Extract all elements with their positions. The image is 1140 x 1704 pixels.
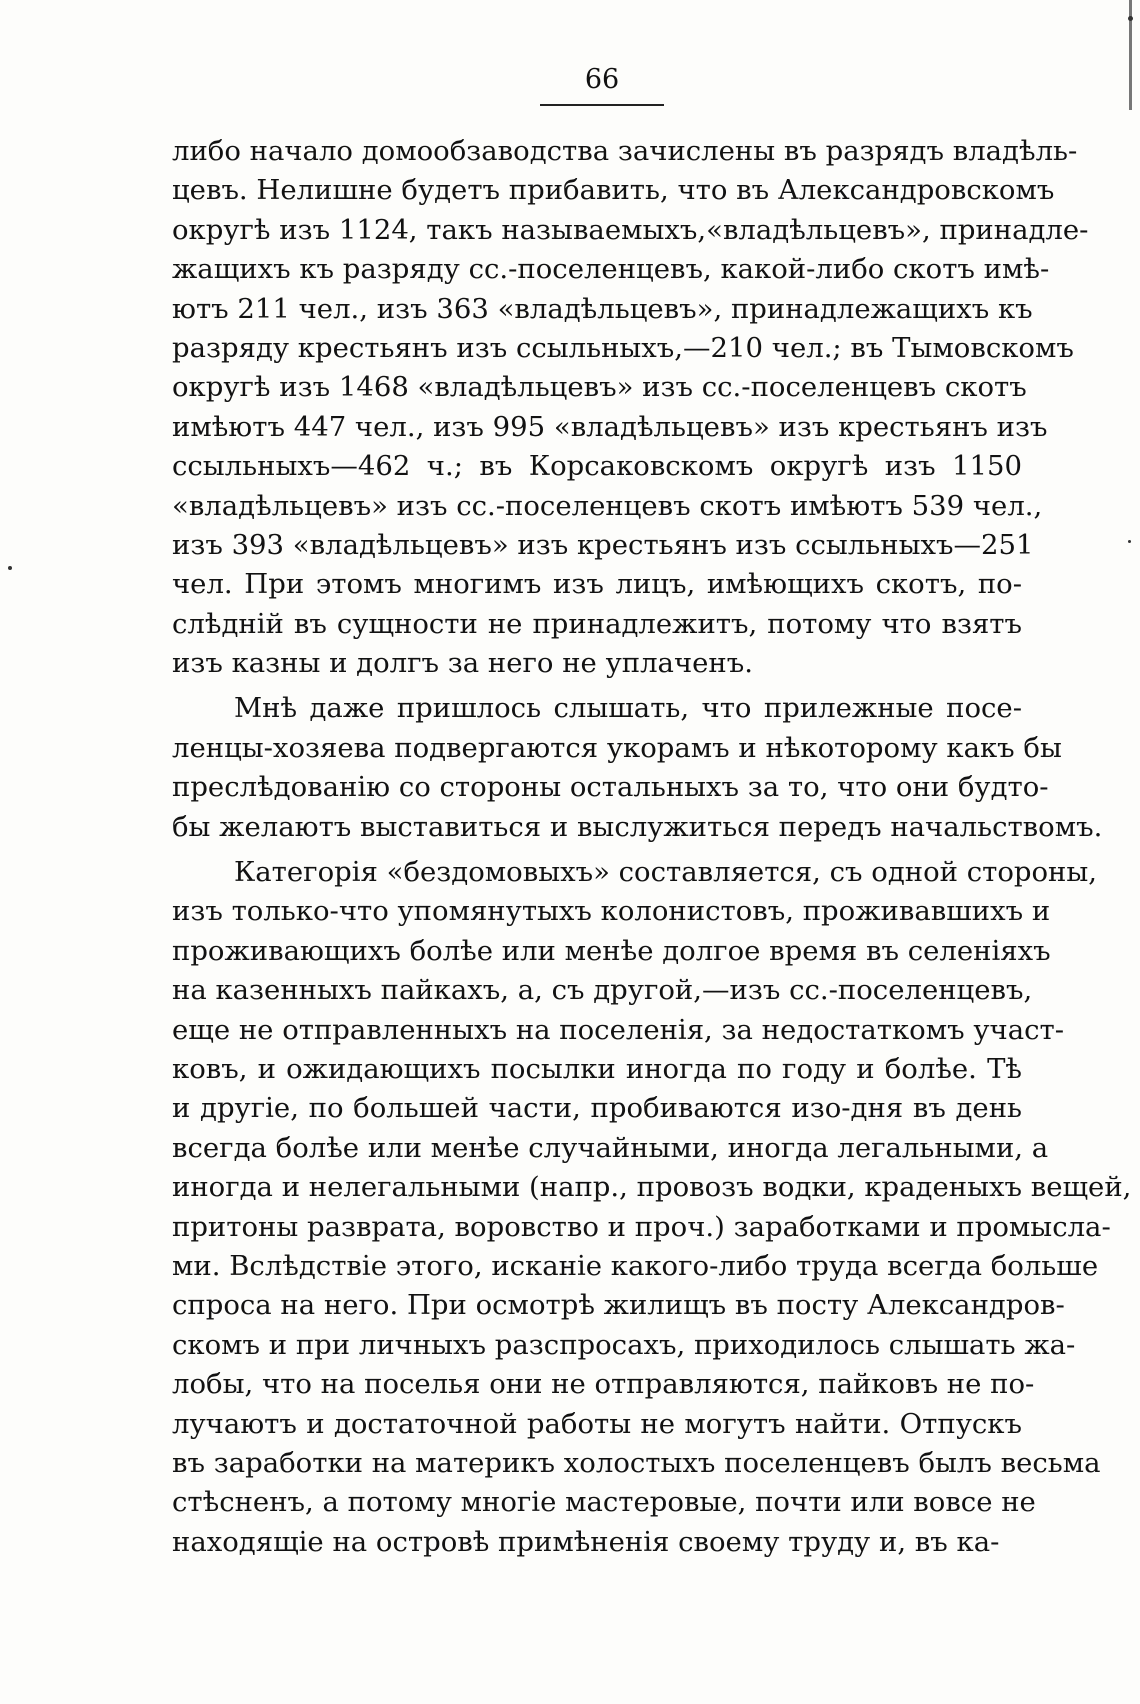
text-line: лобы, что на поселья они не отправляются, пайковъ не по- bbox=[172, 1368, 1035, 1401]
text-line: на казенныхъ пайкахъ, а, съ другой,—изъ сс.-поселенцевъ, bbox=[172, 974, 1033, 1007]
text-line: всегда болѣе или менѣе случайными, иногда легальными, а bbox=[172, 1131, 1049, 1164]
text-line: находящіе на островѣ примѣненія своему труду и, въ ка- bbox=[172, 1525, 1000, 1558]
text-line: спроса на него. При осмотрѣ жилищъ въ посту Александров- bbox=[172, 1289, 1065, 1322]
text-line: ютъ 211 чел., изъ 363 «владѣльцевъ», принадлежащихъ къ bbox=[172, 292, 1033, 325]
body-text bbox=[172, 132, 1132, 1562]
text-line: притоны разврата, воровство и проч.) заработками и промысла- bbox=[172, 1210, 1111, 1243]
text-line: разряду крестьянъ изъ ссыльныхъ,—210 чел.; въ Тымовскомъ bbox=[172, 331, 1074, 364]
text-line: ленцы-хозяева подвергаются укорамъ и нѣкоторому какъ бы bbox=[172, 731, 1062, 764]
text-line: проживающихъ болѣе или менѣе долгое время въ селеніяхъ bbox=[172, 934, 1051, 967]
text-line: бы желаютъ выставиться и выслужиться передъ начальствомъ. bbox=[172, 810, 1103, 843]
text-line: изъ 393 «владѣльцевъ» изъ крестьянъ изъ ссыльныхъ—251 bbox=[172, 528, 1034, 561]
text-line: жащихъ къ разряду сс.-поселенцевъ, какой-либо скотъ имѣ- bbox=[172, 253, 1050, 286]
ink-speck bbox=[8, 566, 12, 570]
text-line: еще не отправленныхъ на поселенія, за недостаткомъ участ- bbox=[172, 1013, 1065, 1046]
text-line: преслѣдованію со стороны остальныхъ за то, что они будто- bbox=[172, 771, 1049, 804]
text-line: скомъ и при личныхъ разспросахъ, приходилось слышать жа- bbox=[172, 1328, 1076, 1361]
text-line: лучаютъ и достаточной работы не могутъ найти. Отпускъ bbox=[172, 1407, 1022, 1440]
ink-speck bbox=[1128, 16, 1133, 21]
text-line: ссыльныхъ—462 ч.; въ Корсаковскомъ округѣ изъ 1150 bbox=[172, 450, 1022, 483]
text-line: и другіе, по большей части, пробиваются изо-дня въ день bbox=[172, 1092, 1022, 1125]
ink-speck bbox=[1128, 540, 1131, 543]
text-line: цевъ. Нелишне будетъ прибавить, что въ Александровскомъ bbox=[172, 174, 1055, 207]
text-line: стѣсненъ, а потому многіе мастеровые, почти или вовсе не bbox=[172, 1486, 1036, 1519]
page-number-rule bbox=[540, 104, 664, 106]
text-line: «владѣльцевъ» изъ сс.-поселенцевъ скотъ имѣютъ 539 чел., bbox=[172, 489, 1043, 522]
page-number: 66 bbox=[584, 64, 620, 95]
text-line: округѣ изъ 1468 «владѣльцевъ» изъ сс.-поселенцевъ скотъ bbox=[172, 371, 1027, 404]
paragraph bbox=[172, 689, 1103, 847]
text-line: имѣютъ 447 чел., изъ 995 «владѣльцевъ» изъ крестьянъ изъ bbox=[172, 410, 1048, 443]
text-line: либо начало домообзаводства зачислены въ разрядъ владѣль- bbox=[172, 135, 1078, 167]
text-line: ковъ, и ожидающихъ посылки иногда по году и болѣе. Тѣ bbox=[172, 1052, 1022, 1085]
text-line: слѣдній въ сущности не принадлежитъ, потому что взятъ bbox=[172, 607, 1022, 640]
text-line: иногда и нелегальными (напр., провозъ водки, краденыхъ вещей, bbox=[172, 1171, 1132, 1204]
paragraph bbox=[172, 132, 1089, 683]
paragraph bbox=[172, 853, 1132, 1562]
text-line: ми. Вслѣдствіе этого, исканіе какого-либо труда всегда больше bbox=[172, 1249, 1099, 1282]
text-line: Категорія «бездомовыхъ» составляется, съ одной стороны, bbox=[234, 856, 1098, 889]
text-line: Мнѣ даже пришлось слышать, что прилежные посе- bbox=[234, 692, 1022, 725]
text-line: чел. При этомъ многимъ изъ лицъ, имѣющихъ скотъ, по- bbox=[172, 568, 1022, 601]
text-line: изъ казны и долгъ за него не уплаченъ. bbox=[172, 647, 753, 680]
text-line: изъ только-что упомянутыхъ колонистовъ, проживавшихъ и bbox=[172, 895, 1051, 928]
text-line: округѣ изъ 1124, такъ называемыхъ,«владѣльцевъ», принадле- bbox=[172, 213, 1089, 246]
text-line: въ заработки на материкъ холостыхъ поселенцевъ былъ весьма bbox=[172, 1446, 1101, 1479]
